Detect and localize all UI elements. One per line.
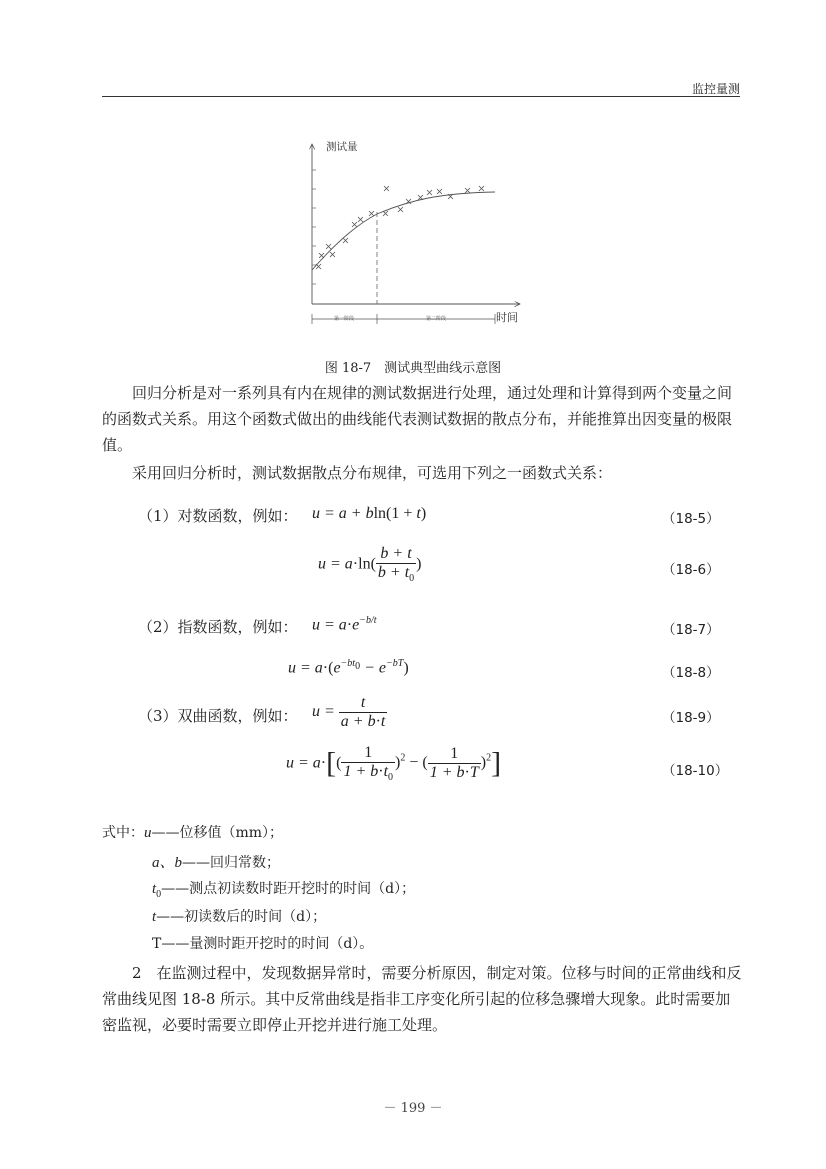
symbol-ab: a、b (152, 855, 183, 871)
header-rule (102, 96, 740, 97)
eq-18-6-number: （18-6） (662, 562, 720, 578)
eq-18-10-number: （18-10） (662, 763, 729, 779)
eq-18-7-number: （18-7） (662, 622, 720, 638)
eq-18-5: u = a + bln(1 + t) (312, 505, 427, 522)
eq-18-8: $u = a\cdot(e^{-bt_0} - e^{-bT})$ (288, 658, 409, 677)
y-ticks (312, 170, 316, 284)
symbol-T: T (152, 936, 162, 952)
paragraph-regression: 回归分析是对一系列具有内在规律的测试数据进行处理，通过处理和计算得到两个变量之间的函数式关系。用这个函数式做出的曲线能代表测试数据的散点分布，并能推算出因变量的极限值。 (102, 384, 733, 454)
eq-18-5-number: （18-5） (662, 511, 720, 527)
y-axis-label: 测试量 (326, 141, 358, 153)
definitions-intro: 式中： (102, 825, 144, 841)
page-number: － 199 － (383, 1101, 443, 1116)
desc-T: ——量测时距开挖时的时间（d）。 (161, 936, 374, 952)
symbol-u: u (144, 825, 152, 841)
x-axis-label: 时间 (496, 311, 518, 324)
eq-18-10: u = a·[( $\frac{1}{1 + b\cdot t_0}$ )$^2$ − ( $\frac{1}{1 + b\cdot T}$ )$^2$] (286, 744, 502, 784)
eq-18-9-number: （18-9） (662, 710, 720, 726)
symbol-t0: $t_0$ (152, 881, 162, 900)
eq-18-7-label: （2）指数函数，例如： (138, 618, 298, 636)
data-points (316, 186, 484, 269)
eq-18-5-label: （1）对数函数，例如： (138, 507, 298, 525)
eq-18-6: u = a·ln( $\frac{b + t}{b + t_0}$ ) (318, 545, 422, 585)
desc-t: ——初读数后的时间（d）； (156, 909, 327, 925)
running-header: 监控量测 (691, 82, 740, 96)
stage2-label: 第二阶段 (425, 316, 447, 322)
eq-18-7: $u = a\cdot e^{-b/t}$ (312, 615, 377, 634)
fitted-curve (312, 192, 495, 270)
eq-18-9-label: （3）双曲函数，例如： (138, 707, 298, 725)
figure-18-7 (300, 138, 530, 333)
desc-t0: ——测点初读数时距开挖时的时间（d）； (161, 881, 416, 897)
symbol-t: t (152, 909, 157, 925)
figure-caption: 图 18-7 测试典型曲线示意图 (324, 361, 502, 376)
desc-u: ——位移值（mm）； (151, 825, 284, 841)
stage1-label: 第一阶段 (333, 316, 355, 322)
paragraph-abnormal-data: 2 在监测过程中，发现数据异常时，需要分析原因，制定对策。位移与时间的正常曲线和反常曲线见图 18-8 所示。其中反常曲线是指非工序变化所引起的位移急骤增大现象。此时需要加密监视，必要时需要立即停止开挖并进行施工处理。 (102, 964, 742, 1034)
eq-18-8-number: （18-8） (662, 665, 720, 681)
paragraph-function-choice: 采用回归分析时，测试数据散点分布规律，可选用下列之一函数式关系： (132, 464, 613, 482)
eq-18-9: u = $\frac{t}{a + b\cdot t}$ (312, 694, 386, 730)
desc-ab: ——回归常数； (182, 855, 281, 871)
